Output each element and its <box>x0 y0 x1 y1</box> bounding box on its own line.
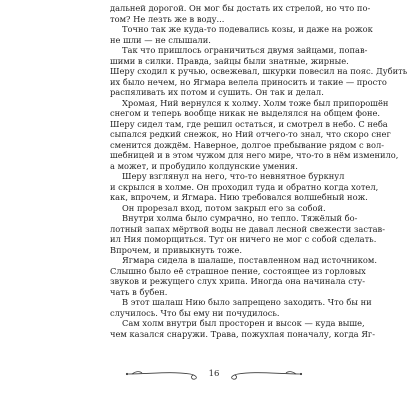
text-line: Точно так же куда-то подевались козы, и даже на рожок <box>122 24 373 34</box>
text-line: Шеру сходил к ручью, освежевал, шкурки повесил на пояс. Дубить <box>110 66 407 76</box>
text-line: Ягмара сидела в шалаше, поставленном над источником. <box>122 255 377 265</box>
text-line: дальней дорогой. Он мог бы достать их стрелой, но что по- <box>110 3 371 13</box>
text-line: их было нечем, но Ягмара велела приносить и такие — просто <box>110 76 387 87</box>
text-line: Шеру взглянул на него, что-то невнятное буркнул <box>122 171 345 181</box>
text-line: сыпался редкий снежок, но Ний отчего-то знал, что скоро снег <box>110 129 391 139</box>
page-number: 16 <box>208 369 220 379</box>
text-line: Впрочем, и привыкнуть тоже. <box>110 244 242 255</box>
text-line: В этот шалаш Нию было запрещено заходить. Что бы ни <box>122 297 372 307</box>
text-line: сменится дождём. Наверное, долгое пребывание рядом с вол- <box>110 139 385 150</box>
text-line: как, впрочем, и Ягмара. Нию требовался волшебный нож. <box>110 192 368 202</box>
text-line: шебницей и в этом чужом для него мире, что-то в нём изменило, <box>110 150 399 160</box>
page-footer <box>110 367 318 381</box>
text-line: снегом и теперь вообще никак не выделялся на общем фоне. <box>110 108 381 118</box>
text-line: Шеру сидел там, где решил остаться, и смотрел в небо. С неба <box>110 118 388 129</box>
text-line: чем казался снаружи. Трава, пожухлая поначалу, когда Яг- <box>110 328 376 339</box>
text-line: Он прорезал вход, потом закрыл его за собой. <box>122 202 326 213</box>
text-line: ил Ния поморщиться. Тут он ничего не мог с собой сделать. <box>110 234 377 244</box>
text-line: Хромая, Ний вернулся к холму. Холм тоже был припорошён <box>122 97 389 108</box>
text-line: не шли — не слышали. <box>110 34 211 45</box>
text-line: Внутри холма было сумрачно, но тепло. Тяжёлый бо- <box>122 213 358 223</box>
text-line: распяливать их потом и сушить. Он так и делал. <box>110 87 324 97</box>
text-line: Слышно было её страшное пение, состоящее из горловых <box>110 265 366 276</box>
text-line: звуков и режущего слух хрипа. Иногда она начинала сту- <box>110 276 366 286</box>
body-text <box>110 3 407 339</box>
text-line: лотный запах мёртвой воды не давал лесной свежести застав- <box>110 223 386 234</box>
text-line: и скрылся в холме. Он проходил туда и обратно когда хотел, <box>110 181 379 192</box>
text-line: Так что пришлось ограничиться двумя зайцами, попав- <box>122 45 368 55</box>
text-line: случилось. Что бы ему ни почудилось. <box>110 307 280 318</box>
text-line: Сам холм внутри был просторен и высок — куда выше, <box>122 318 365 328</box>
text-line: шими в силки. Правда, зайцы были знатные, жирные. <box>110 55 349 66</box>
text-line: чать в бубен. <box>110 286 168 297</box>
text-line: том? Не лезть же в воду... <box>110 13 225 24</box>
text-line: а может, и пробудило колдунские умения. <box>110 160 298 171</box>
